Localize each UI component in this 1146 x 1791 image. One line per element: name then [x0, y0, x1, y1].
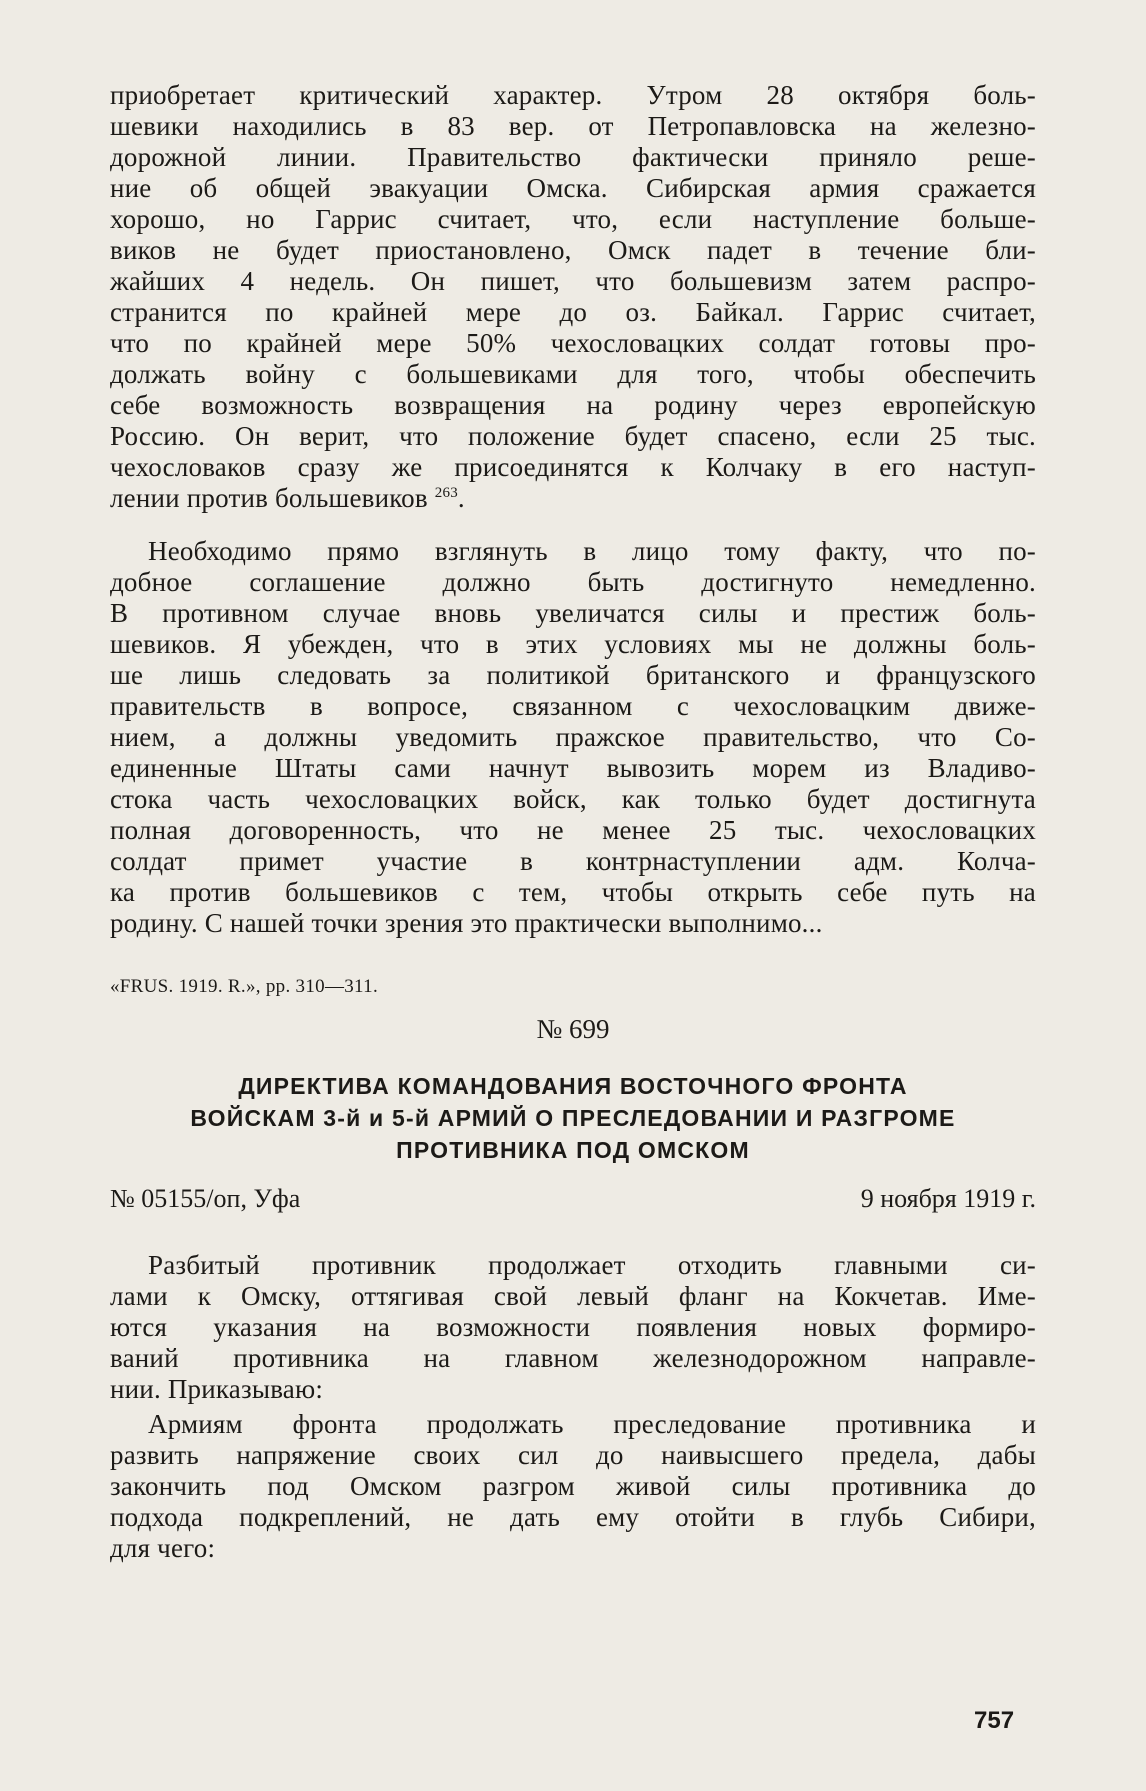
- text-line: стока часть чехословацких войск, как только будет достигнута: [110, 784, 1036, 814]
- source-citation: «FRUS. 1919. R.», pp. 310—311.: [110, 976, 378, 997]
- text-line: для чего:: [110, 1533, 216, 1563]
- text-line: себе возможность возвращения на родину через европейскую: [110, 390, 1036, 420]
- text-line: родину. С нашей точки зрения это практически выполнимо...: [110, 908, 823, 938]
- paragraph-directive-intro: [110, 1250, 1036, 1405]
- text-line: В противном случае вновь увеличатся силы и престиж боль-: [110, 598, 1036, 628]
- document-heading: [110, 1070, 1036, 1166]
- text-line: ка против большевиков с тем, чтобы открыть себе путь на: [110, 877, 1036, 907]
- text-line: Россию. Он верит, что положение будет спасено, если 25 тыс.: [110, 421, 1036, 451]
- text-line: Необходимо прямо взглянуть в лицо тому факту, что по-: [148, 536, 1036, 566]
- text-line: лами к Омску, оттягивая свой левый фланг на Кокчетав. Име-: [110, 1281, 1036, 1311]
- heading-line: ВОЙСКАМ 3-й и 5-й АРМИЙ О ПРЕСЛЕДОВАНИИ И РАЗГРОМЕ: [190, 1105, 956, 1131]
- text-line: виков не будет приостановлено, Омск падет в течение бли-: [110, 235, 1036, 265]
- text-line: закончить под Омском разгром живой силы противника до: [110, 1471, 1036, 1501]
- text-line: жайших 4 недель. Он пишет, что большевизм затем распро-: [110, 266, 1036, 296]
- document-reference: № 05155/оп, Уфа: [110, 1184, 301, 1213]
- text-line: чехословаков сразу же присоединятся к Колчаку в его наступ-: [110, 452, 1036, 482]
- text-line: солдат примет участие в контрнаступлении адм. Колча-: [110, 846, 1036, 876]
- text-line: должать войну с большевиками для того, чтобы обеспечить: [110, 359, 1036, 389]
- paragraph-directive-order: [110, 1409, 1036, 1564]
- text-line: подхода подкреплений, не дать ему отойти в глубь Сибири,: [110, 1502, 1036, 1532]
- page-number: 757: [974, 1707, 1015, 1734]
- text-line: единенные Штаты сами начнут вывозить морем из Владиво-: [110, 753, 1036, 783]
- heading-line: ДИРЕКТИВА КОМАНДОВАНИЯ ВОСТОЧНОГО ФРОНТА: [238, 1073, 908, 1099]
- paragraph-letter-conclusion: [110, 536, 1036, 939]
- document-date: 9 ноября 1919 г.: [860, 1184, 1036, 1213]
- text-line: шевиков. Я убежден, что в этих условиях мы не должны боль-: [110, 629, 1036, 659]
- text-line: правительств в вопросе, связанном с чехословацким движе-: [110, 691, 1036, 721]
- text-line: нии. Приказываю:: [110, 1374, 324, 1404]
- text-line: странится по крайней мере до оз. Байкал. Гаррис считает,: [110, 297, 1036, 327]
- text-line: полная договоренность, что не менее 25 тыс. чехословацких: [110, 815, 1036, 845]
- text-line: дорожной линии. Правительство фактически приняло реше-: [110, 142, 1036, 172]
- text-line: Разбитый противник продолжает отходить главными си-: [148, 1250, 1036, 1280]
- text-line: ние об общей эвакуации Омска. Сибирская армия сражается: [110, 173, 1036, 203]
- heading-line: ПРОТИВНИКА ПОД ОМСКОМ: [396, 1137, 750, 1163]
- text-line: нием, а должны уведомить пражское правительство, что Со-: [110, 722, 1036, 752]
- document-number: № 699: [536, 1014, 610, 1044]
- text-fragment: .: [457, 483, 465, 513]
- text-fragment: лении против большевиков: [110, 483, 428, 513]
- text-line-last: [110, 483, 1036, 514]
- text-line: Армиям фронта продолжать преследование противника и: [148, 1409, 1036, 1439]
- text-line: ше лишь следовать за политикой британского и французского: [110, 660, 1036, 690]
- document-meta: [110, 1184, 1036, 1214]
- text-line: ваний противника на главном железнодорожном направле-: [110, 1343, 1036, 1373]
- text-line: добное соглашение должно быть достигнуто немедленно.: [110, 567, 1036, 597]
- footnote-reference: 263: [434, 485, 458, 501]
- paragraph-letter-continuation: [110, 80, 1036, 514]
- text-line: развить напряжение своих сил до наивысшего предела, дабы: [110, 1440, 1036, 1470]
- text-line: приобретает критический характер. Утром 28 октября боль-: [110, 80, 1036, 110]
- text-line: шевики находились в 83 вер. от Петропавловска на железно-: [110, 111, 1036, 141]
- text-line: что по крайней мере 50% чехословацких солдат готовы про-: [110, 328, 1036, 358]
- text-line: хорошо, но Гаррис считает, что, если наступление больше-: [110, 204, 1036, 234]
- text-line: ются указания на возможности появления новых формиро-: [110, 1312, 1036, 1342]
